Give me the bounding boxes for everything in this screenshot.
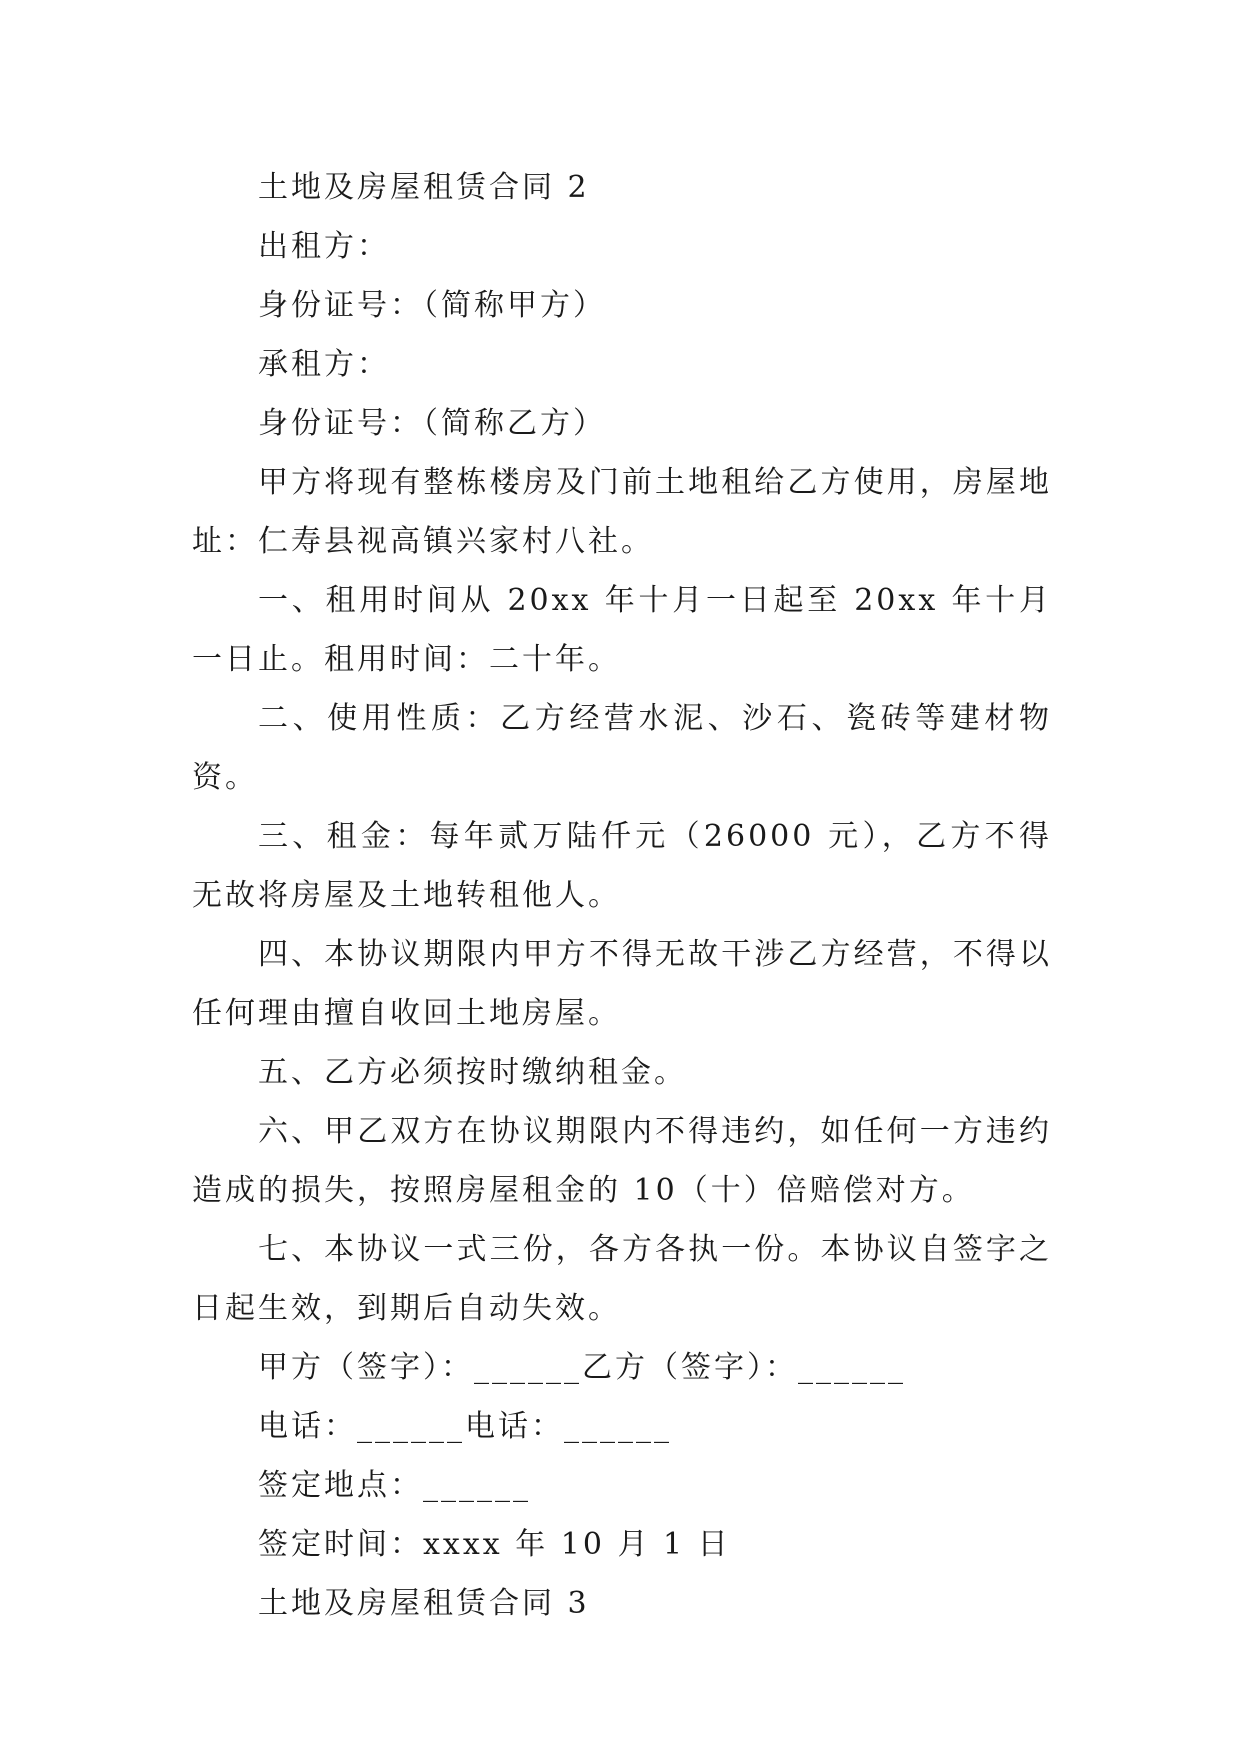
- clause-6: 六、甲乙双方在协议期限内不得违约，如任何一方违约造成的损失，按照房屋租金的 10（十）倍赔偿对方。: [192, 1114, 1052, 1208]
- clause-1: 一、租用时间从 20xx 年十月一日起至 20xx 年十月一日止。租用时间：二十年。: [192, 583, 1052, 677]
- signature-line: 甲方（签字）：______乙方（签字）：______: [258, 1350, 906, 1385]
- signing-place: 签定地点：______: [258, 1468, 531, 1503]
- lessee-line: 承租方：: [258, 347, 390, 382]
- lessee-id-line: 身份证号：（简称乙方）: [258, 406, 606, 441]
- next-contract-title: 土地及房屋租赁合同 3: [258, 1586, 590, 1621]
- clause-7: 七、本协议一式三份，各方各执一份。本协议自签字之日起生效，到期后自动失效。: [192, 1232, 1052, 1326]
- lessor-line: 出租方：: [258, 229, 390, 264]
- document-body: [192, 158, 1052, 1633]
- signing-date: 签定时间：xxxx 年 10 月 1 日: [258, 1527, 731, 1562]
- clause-2: 二、使用性质：乙方经营水泥、沙石、瓷砖等建材物资。: [192, 701, 1052, 795]
- lessor-id-line: 身份证号：（简称甲方）: [258, 288, 606, 323]
- clause-5: 五、乙方必须按时缴纳租金。: [258, 1055, 687, 1090]
- clause-4: 四、本协议期限内甲方不得无故干涉乙方经营，不得以任何理由擅自收回土地房屋。: [192, 937, 1052, 1031]
- phone-line: 电话：______电话：______: [258, 1409, 672, 1444]
- contract-title: 土地及房屋租赁合同 2: [258, 170, 590, 205]
- paragraph-property: 甲方将现有整栋楼房及门前土地租给乙方使用，房屋地址：仁寿县视高镇兴家村八社。: [192, 465, 1052, 559]
- clause-3: 三、租金：每年贰万陆仟元（26000 元），乙方不得无故将房屋及土地转租他人。: [192, 819, 1052, 913]
